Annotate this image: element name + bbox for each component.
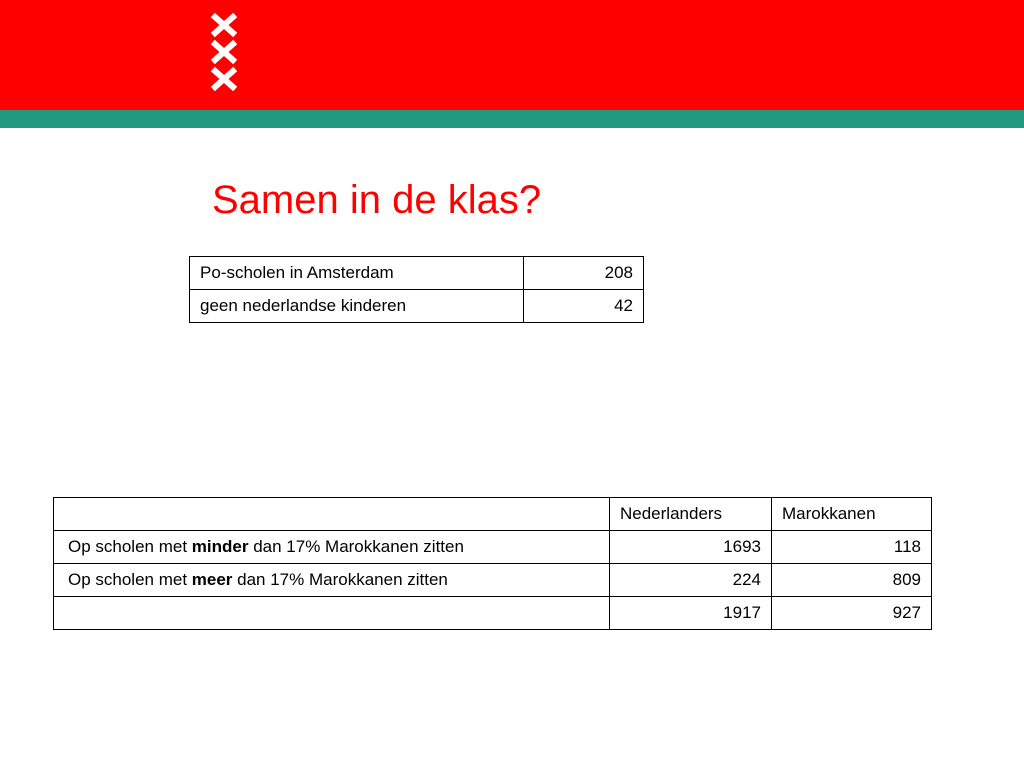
row-label: geen nederlandse kinderen <box>190 290 524 323</box>
label-emphasis: meer <box>191 570 233 589</box>
table-row <box>190 290 644 323</box>
summary-table <box>189 256 644 323</box>
header-empty-cell <box>54 498 610 531</box>
row-label <box>54 564 610 597</box>
three-saltires-x-icon <box>209 12 239 92</box>
header-marokkanen: Marokkanen <box>772 498 932 531</box>
total-marokkanen: 927 <box>772 597 932 630</box>
label-suffix: dan 17% Marokkanen zitten <box>232 570 448 589</box>
page-title: Samen in de klas? <box>212 178 542 222</box>
header-band <box>0 0 1024 110</box>
cell-marokkanen: 118 <box>772 531 932 564</box>
cell-nederlanders: 1693 <box>610 531 772 564</box>
totals-label <box>54 597 610 630</box>
label-suffix: dan 17% Marokkanen zitten <box>248 537 464 556</box>
header-stripe <box>0 110 1024 128</box>
cell-marokkanen: 809 <box>772 564 932 597</box>
label-prefix: Op scholen met <box>68 537 192 556</box>
table-row <box>54 531 932 564</box>
row-label: Po-scholen in Amsterdam <box>190 257 524 290</box>
label-prefix: Op scholen met <box>68 570 192 589</box>
table-row <box>190 257 644 290</box>
total-nederlanders: 1917 <box>610 597 772 630</box>
cell-nederlanders: 224 <box>610 564 772 597</box>
header-nederlanders: Nederlanders <box>610 498 772 531</box>
row-label <box>54 531 610 564</box>
comparison-table <box>53 497 932 630</box>
label-emphasis: minder <box>191 537 249 556</box>
totals-row <box>54 597 932 630</box>
table-header-row <box>54 498 932 531</box>
table-row <box>54 564 932 597</box>
row-value: 208 <box>524 257 644 290</box>
row-value: 42 <box>524 290 644 323</box>
